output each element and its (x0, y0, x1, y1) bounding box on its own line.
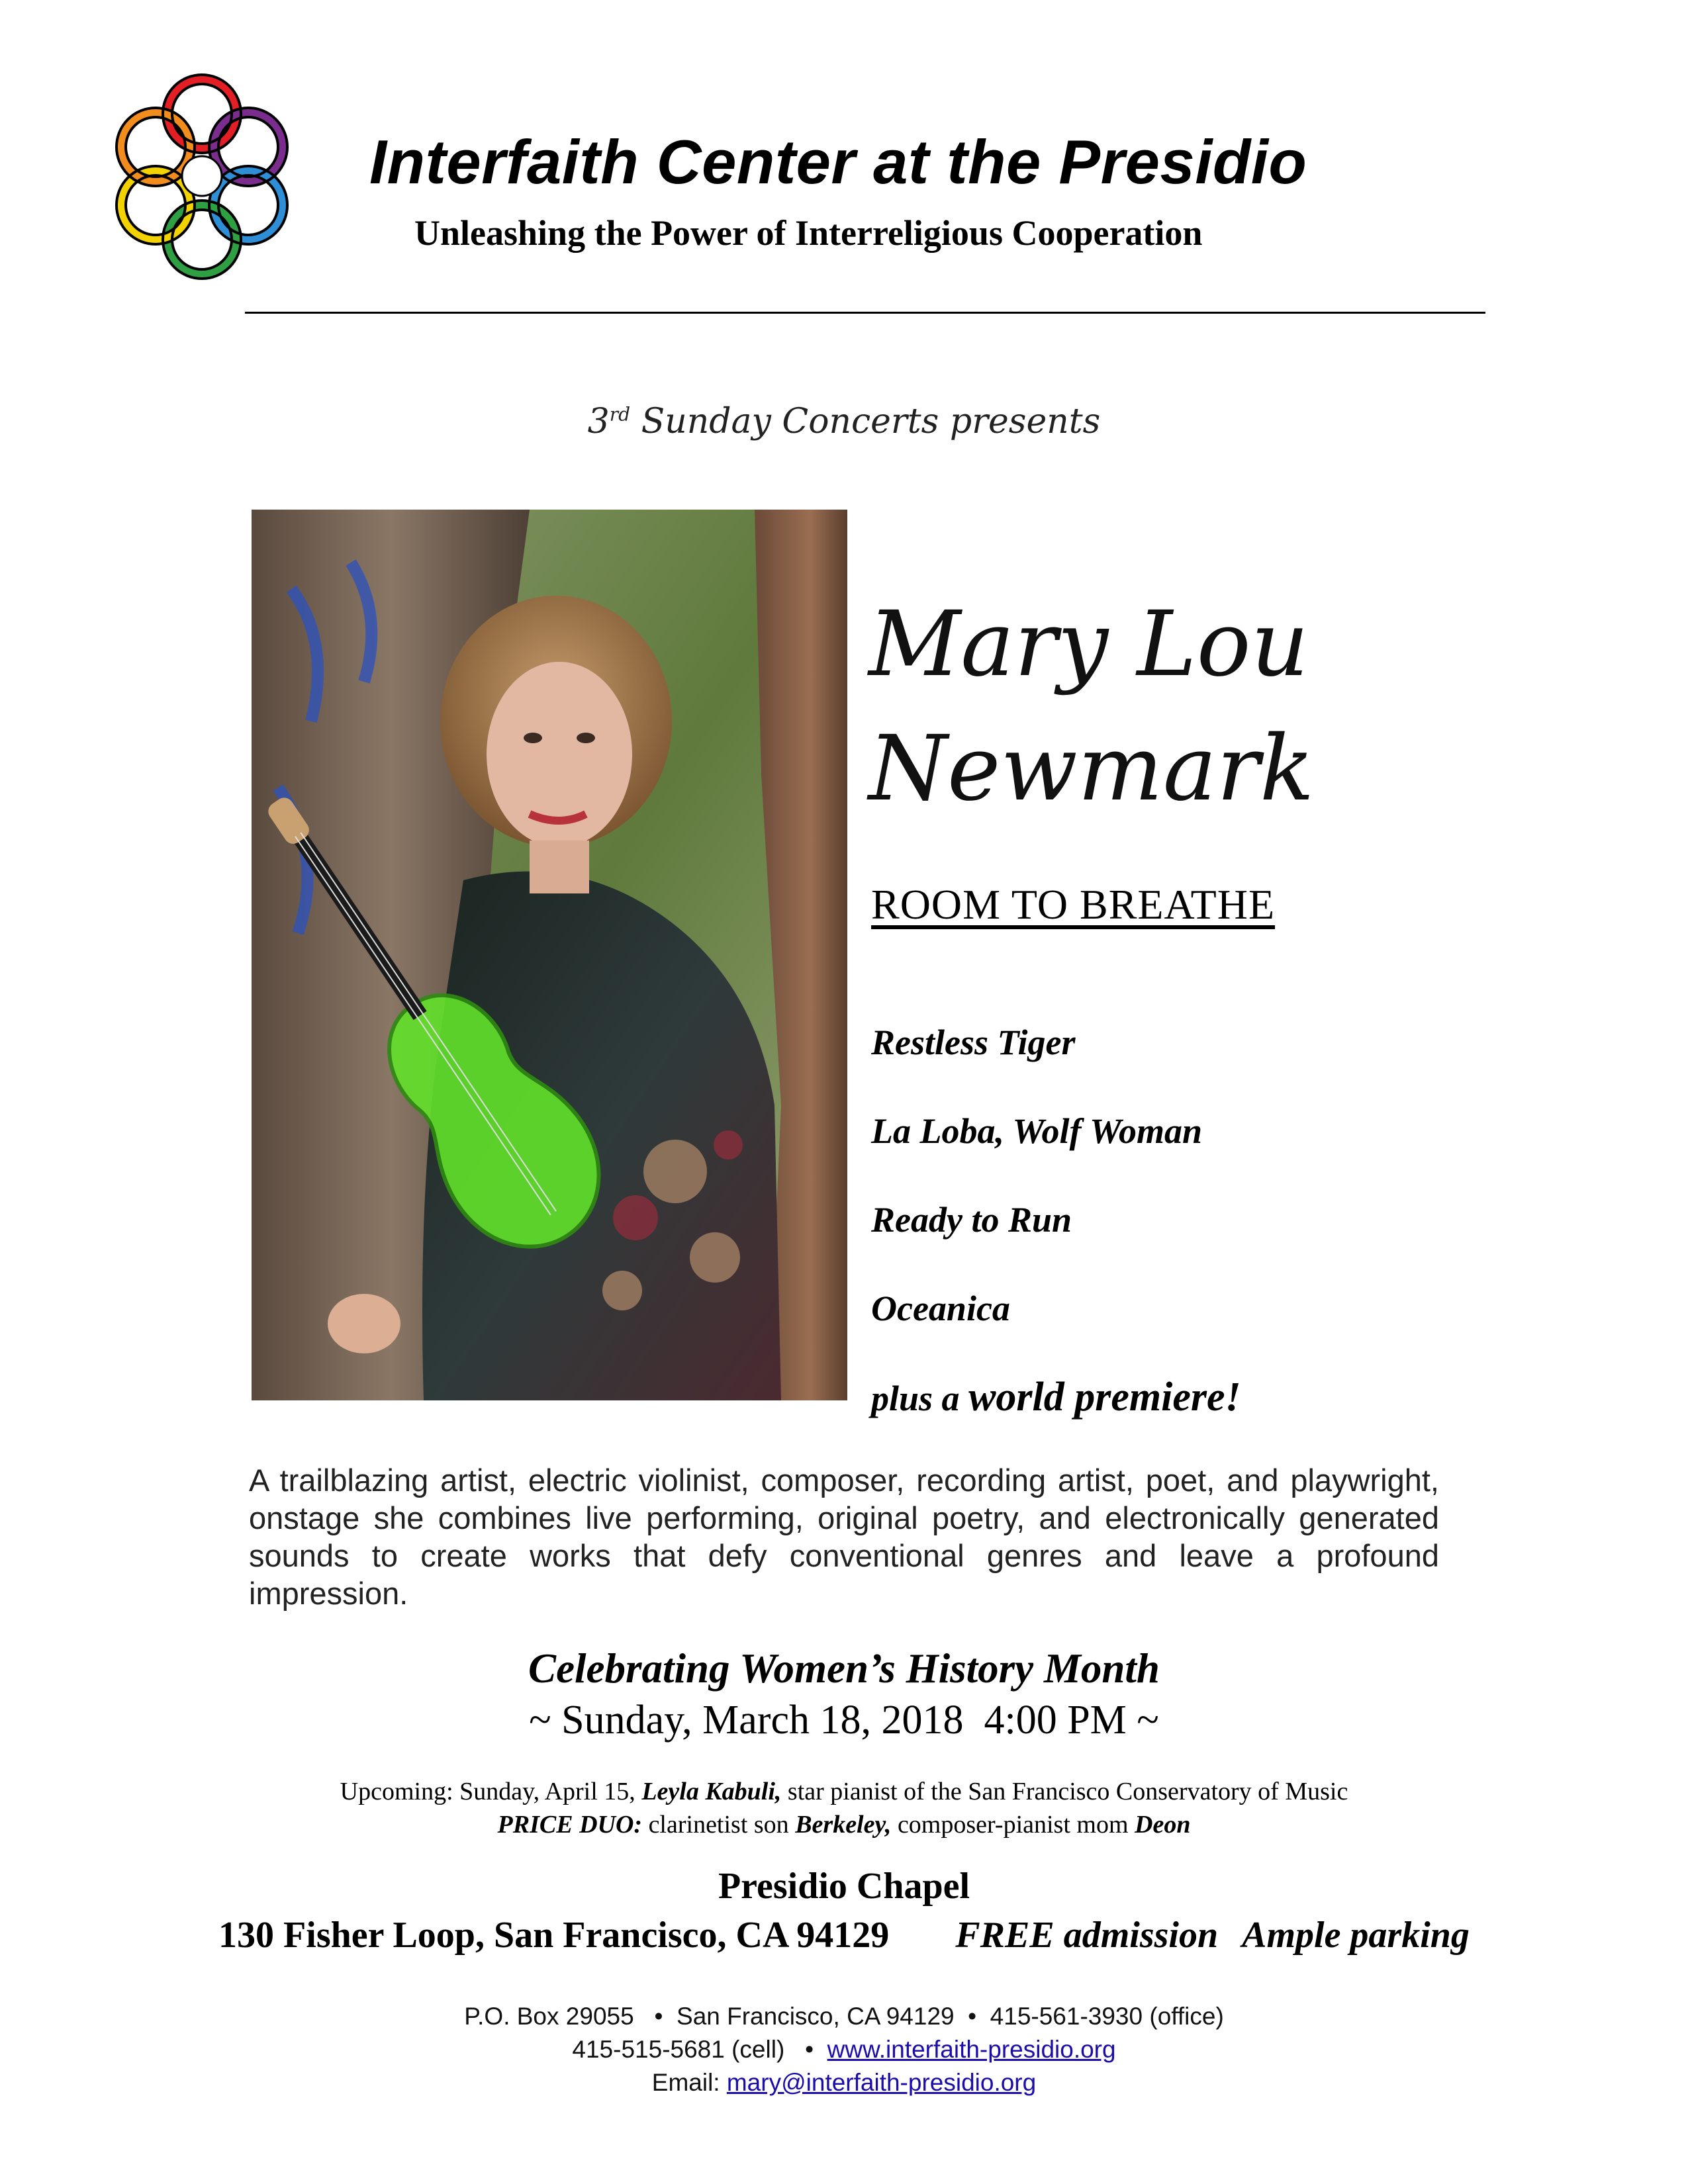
venue-address: 130 Fisher Loop, San Francisco, CA 94129 (218, 1915, 890, 1956)
event-theme: Celebrating Women’s History Month (528, 1645, 1160, 1692)
interlocking-rings-logo (106, 66, 298, 290)
upcoming-name: Deon (1135, 1811, 1191, 1839)
upcoming-prefix: Upcoming: Sunday, April 15, (340, 1778, 635, 1805)
artist-name-line-1: Mary Lou (868, 592, 1309, 697)
email-link[interactable]: mary@interfaith-presidio.org (726, 2069, 1037, 2096)
header-divider (245, 312, 1485, 314)
track-item: Restless Tiger (871, 1023, 1076, 1062)
ordinal-suffix: rd (609, 403, 631, 426)
website-link[interactable]: www.interfaith-presidio.org (827, 2036, 1116, 2063)
event-date-time: ~ Sunday, March 18, 2018 4:00 PM ~ (529, 1698, 1159, 1743)
upcoming-line-1 (0, 1779, 1688, 1804)
cell-phone: 415-515-5681 (cell) • (572, 2036, 827, 2063)
track-item: La Loba, Wolf Woman (871, 1111, 1203, 1151)
upcoming-text: composer-pianist mom (897, 1811, 1129, 1839)
email-label: Email: (651, 2069, 727, 2096)
artist-name-line-2: Newmark (868, 717, 1315, 821)
org-title: Interfaith Center at the Presidio (369, 127, 1307, 197)
org-tagline: Unleashing the Power of Interreligious Cooperation (414, 213, 1203, 253)
footer-phone-web-line (0, 2037, 1688, 2062)
upcoming-name: Berkeley, (795, 1811, 892, 1839)
upcoming-group-name: PRICE DUO: (497, 1811, 643, 1839)
artist-name (868, 582, 1597, 831)
admission-note: FREE admission (955, 1915, 1219, 1956)
parking-note: Ample parking (1242, 1915, 1470, 1956)
artist-photo (252, 510, 847, 1400)
premiere-note (871, 1353, 1599, 1441)
album-title: ROOM TO BREATHE (871, 881, 1276, 928)
track-list (871, 998, 1599, 1441)
premiere-prefix: plus a (871, 1379, 960, 1418)
premiere-emphasis: world premiere! (968, 1375, 1241, 1420)
series-text: Sunday Concerts presents (641, 402, 1101, 441)
footer-contact-line: P.O. Box 29055 • San Francisco, CA 94129 • 415-561-3930 (office) (464, 2003, 1224, 2030)
upcoming-artist-desc: star pianist of the San Francisco Conservatory of Music (787, 1778, 1348, 1805)
upcoming-line-2 (0, 1812, 1688, 1837)
footer-email-line (0, 2070, 1688, 2095)
upcoming-artist-name: Leyla Kabuli, (641, 1778, 782, 1805)
upcoming-text: clarinetist son (648, 1811, 789, 1839)
artist-description: A trailblazing artist, electric violinist, composer, recording artist, poet, and playwright, onstage she combines live performing, original poetry, and electronically generated sounds to create works that defy conventional genres and leave a profound impression. (249, 1463, 1439, 1611)
venue-name: Presidio Chapel (718, 1866, 970, 1907)
ordinal-number: 3 (587, 402, 610, 441)
venue-address-line (0, 1917, 1688, 1954)
track-item: Ready to Run (871, 1200, 1072, 1240)
concert-series-line (0, 401, 1688, 442)
track-item: Oceanica (871, 1289, 1010, 1328)
